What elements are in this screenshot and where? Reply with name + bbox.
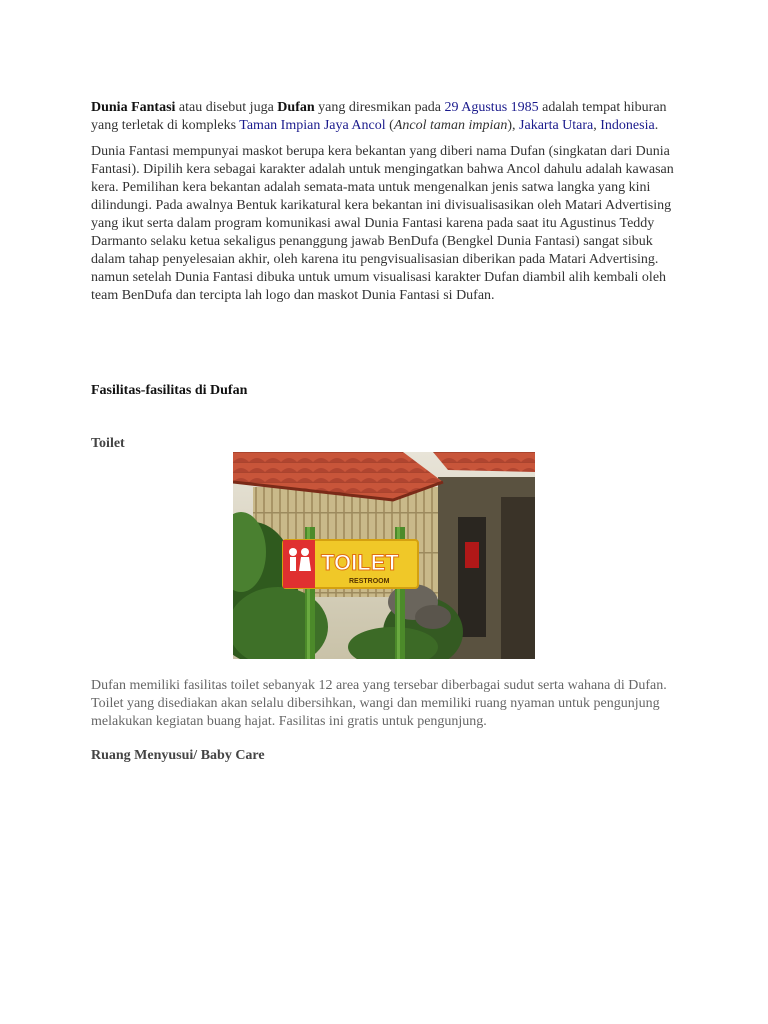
intro-text-1: atau disebut juga bbox=[175, 100, 278, 115]
sign-text: TOILET bbox=[321, 550, 399, 575]
intro-text-2: yang diresmikan pada bbox=[314, 100, 445, 115]
toilet-description: Dufan memiliki fasilitas toilet sebanyak 12 area yang tersebar diberbagai sudut serta wahana di Dufan. Toilet yang disediakan akan selalu dibersihkan, wangi dan memiliki ruang nyaman untuk pengunjung melakukan kegiatan buang hajat. Fasilitas ini gratis untuk pengunjung. bbox=[91, 678, 667, 729]
intro-text-4: ( bbox=[385, 118, 394, 133]
toilet-heading: Toilet bbox=[91, 436, 125, 451]
intro-text-3: adalah tempat hiburan yang terletak di kompleks bbox=[91, 100, 667, 133]
term-dufan: Dufan bbox=[277, 100, 315, 115]
term-dunia-fantasi: Dunia Fantasi bbox=[91, 100, 176, 115]
link-date[interactable]: 29 Agustus 1985 bbox=[444, 100, 539, 115]
toilet-photo bbox=[233, 452, 535, 659]
link-indonesia[interactable]: Indonesia bbox=[600, 118, 655, 133]
mascot-paragraph: Dunia Fantasi mempunyai maskot berupa kera bekantan yang diberi nama Dufan (singkatan dari Dunia Fantasi). Dipilih kera sebagai karakter adalah untuk mengingatkan bahwa Ancol dahulu adalah kawasan kera. Pemilihan kera bekantan adalah semata-mata untuk mengenalkan jenis satwa langka yang kini dilindungi. Pada awalnya Bentuk karikatural kera bekantan ini divisualisasikan oleh Matari Advertising yang ikut serta dalam program komunikasi awal Dunia Fantasi karena pada saat itu Agustinus Teddy Darmanto selaku ketua sekaligus penanggung jawab BenDufa (Bengkel Dunia Fantasi) sangat sibuk dalam tahap penyelesaian akhir, oleh karena itu pengvisualisasian diberikan pada Matari Advertising. namun setelah Dunia Fantasi dibuka untuk umum visualisasi karakter Dufan diambil alih kembali oleh team BenDufa dan tercipta lah logo dan maskot Dunia Fantasi si Dufan. bbox=[91, 144, 674, 303]
baby-care-heading: Ruang Menyusui/ Baby Care bbox=[91, 748, 265, 763]
section-heading: Fasilitas-fasilitas di Dufan bbox=[91, 383, 248, 398]
intro-text-7: . bbox=[654, 118, 659, 133]
intro-text-5: ), bbox=[507, 118, 520, 133]
link-jakarta-utara[interactable]: Jakarta Utara bbox=[519, 118, 594, 133]
article-body bbox=[91, 99, 681, 305]
italic-ancol: Ancol taman impian bbox=[393, 118, 508, 133]
intro-paragraph bbox=[91, 99, 681, 135]
link-taman-impian[interactable]: Taman Impian Jaya Ancol bbox=[239, 118, 386, 133]
toilet-photo-illustration bbox=[233, 452, 535, 659]
intro-text-6: , bbox=[593, 118, 601, 133]
sign-subtext: RESTROOM bbox=[349, 578, 390, 585]
